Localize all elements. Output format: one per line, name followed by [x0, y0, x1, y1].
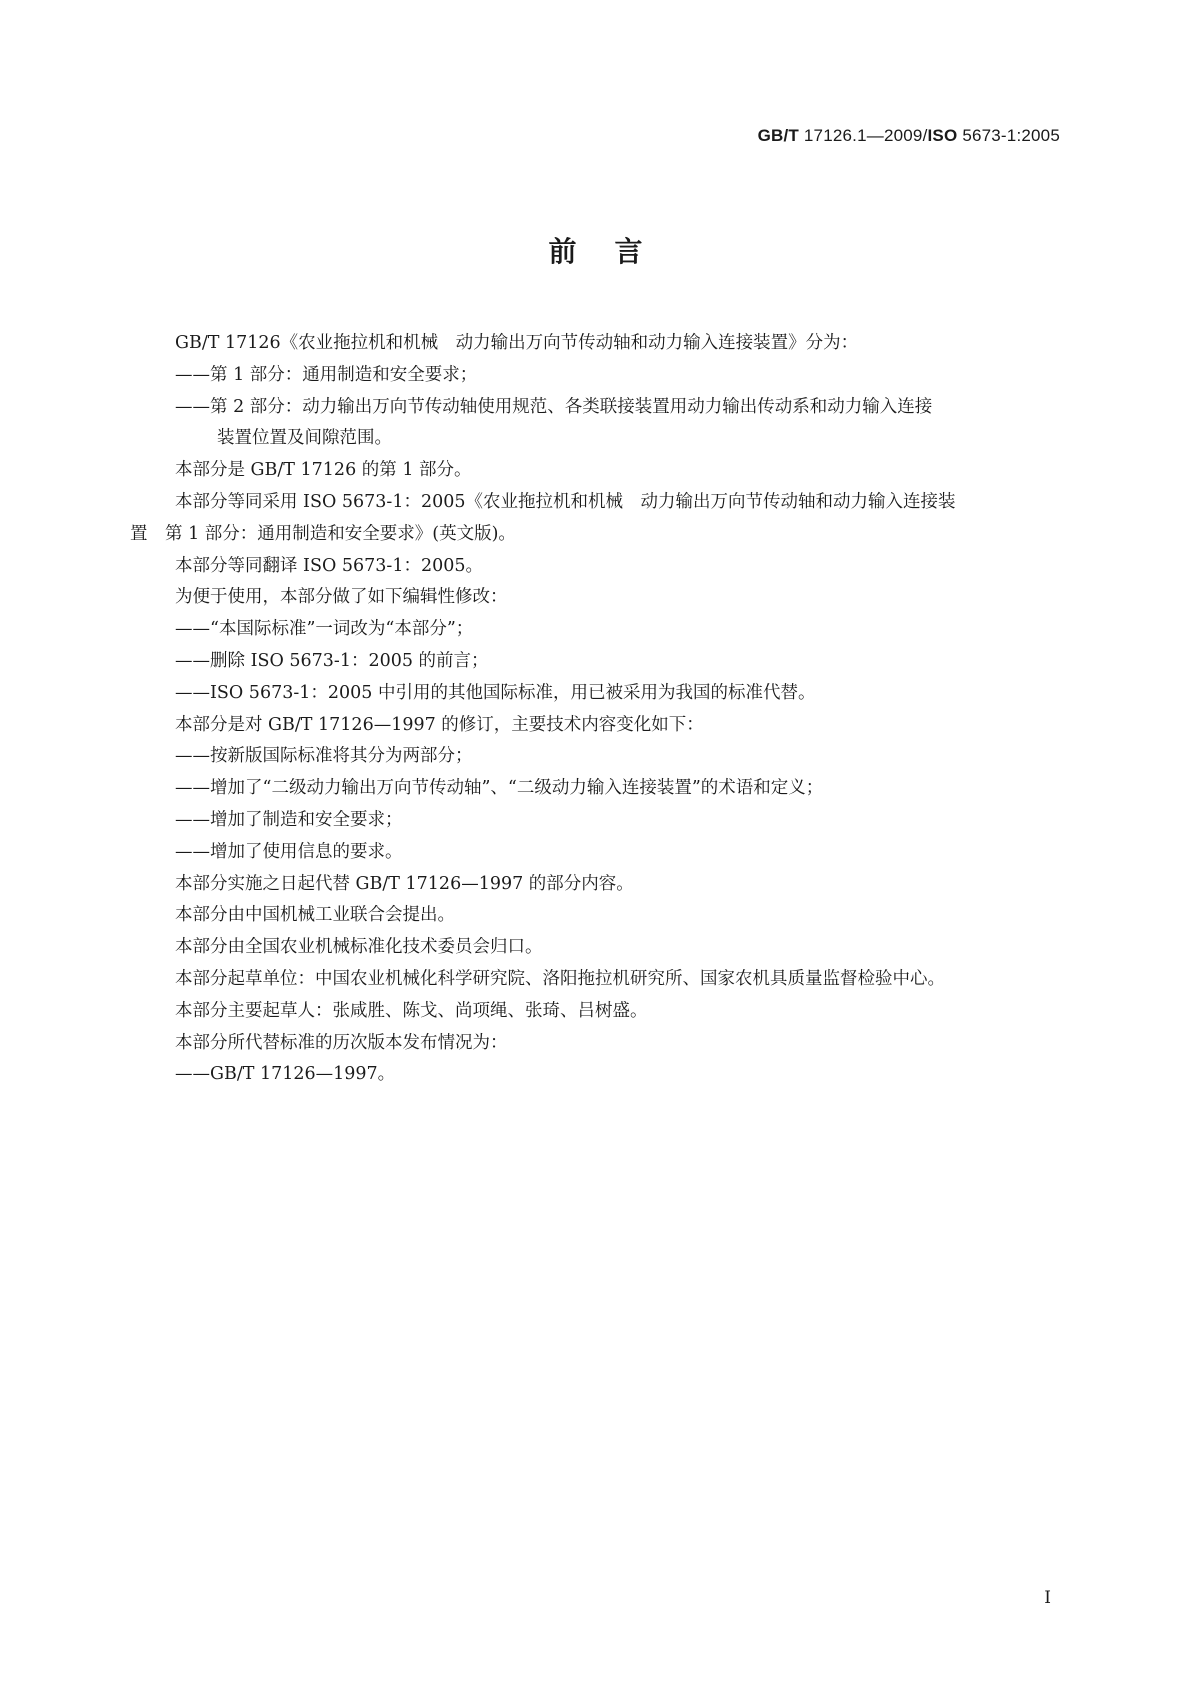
standard-code-prefix: GB/T [757, 126, 799, 145]
paragraph: 为便于使用，本部分做了如下编辑性修改： [175, 587, 508, 608]
paragraph: 本部分由中国机械工业联合会提出。 [175, 905, 455, 926]
paragraph: 本部分等同采用 ISO 5673-1：2005《农业拖拉机和机械 动力输出万向节传动轴和动力输入连接装 [175, 491, 956, 512]
paragraph: 本部分是对 GB/T 17126—1997 的修订，主要技术内容变化如下： [175, 714, 704, 735]
list-item: ——“本国际标准”一词改为“本部分”； [175, 619, 474, 640]
paragraph: 本部分所代替标准的历次版本发布情况为： [175, 1032, 508, 1053]
paragraph: 本部分起草单位：中国农业机械化科学研究院、洛阳拖拉机研究所、国家农机具质量监督检验中心。 [175, 968, 945, 989]
standard-code [758, 126, 1060, 146]
list-item: ——增加了使用信息的要求。 [175, 841, 403, 862]
list-item: ——GB/T 17126—1997。 [175, 1064, 396, 1085]
page-number: I [1044, 1588, 1051, 1608]
list-item: ——第 2 部分：动力输出万向节传动轴使用规范、各类联接装置用动力输出传动系和动力输入连接 [175, 396, 933, 417]
list-item: ——增加了“二级动力输出万向节传动轴”、“二级动力输入连接装置”的术语和定义； [175, 778, 824, 799]
list-item: ——增加了制造和安全要求； [175, 809, 403, 830]
paragraph: 本部分是 GB/T 17126 的第 1 部分。 [175, 460, 472, 481]
list-item: ——ISO 5673-1：2005 中引用的其他国际标准，用已被采用为我国的标准代替。 [175, 682, 816, 703]
standard-code-iso: ISO [927, 126, 958, 145]
list-item-continuation: 装置位置及间隙范围。 [217, 428, 392, 449]
standard-code-number: 17126.1—2009/ [798, 126, 928, 145]
list-item: ——删除 ISO 5673-1：2005 的前言； [175, 650, 489, 671]
paragraph: 本部分由全国农业机械标准化技术委员会归口。 [175, 937, 543, 958]
paragraph: 本部分主要起草人：张咸胜、陈戈、尚项绳、张琦、吕树盛。 [175, 1000, 648, 1021]
paragraph: 本部分实施之日起代替 GB/T 17126—1997 的部分内容。 [175, 873, 634, 894]
foreword-body [130, 328, 1058, 1091]
paragraph: GB/T 17126《农业拖拉机和机械 动力输出万向节传动轴和动力输入连接装置》分为： [175, 333, 859, 353]
standard-code-iso-number: 5673-1:2005 [957, 126, 1060, 145]
page-title: 前言 [548, 235, 681, 268]
paragraph-continuation: 置 第 1 部分：通用制造和安全要求》(英文版)。 [130, 523, 516, 544]
paragraph: 本部分等同翻译 ISO 5673-1：2005。 [175, 555, 483, 576]
list-item: ——按新版国际标准将其分为两部分； [175, 746, 473, 767]
list-item: ——第 1 部分：通用制造和安全要求； [175, 364, 478, 385]
